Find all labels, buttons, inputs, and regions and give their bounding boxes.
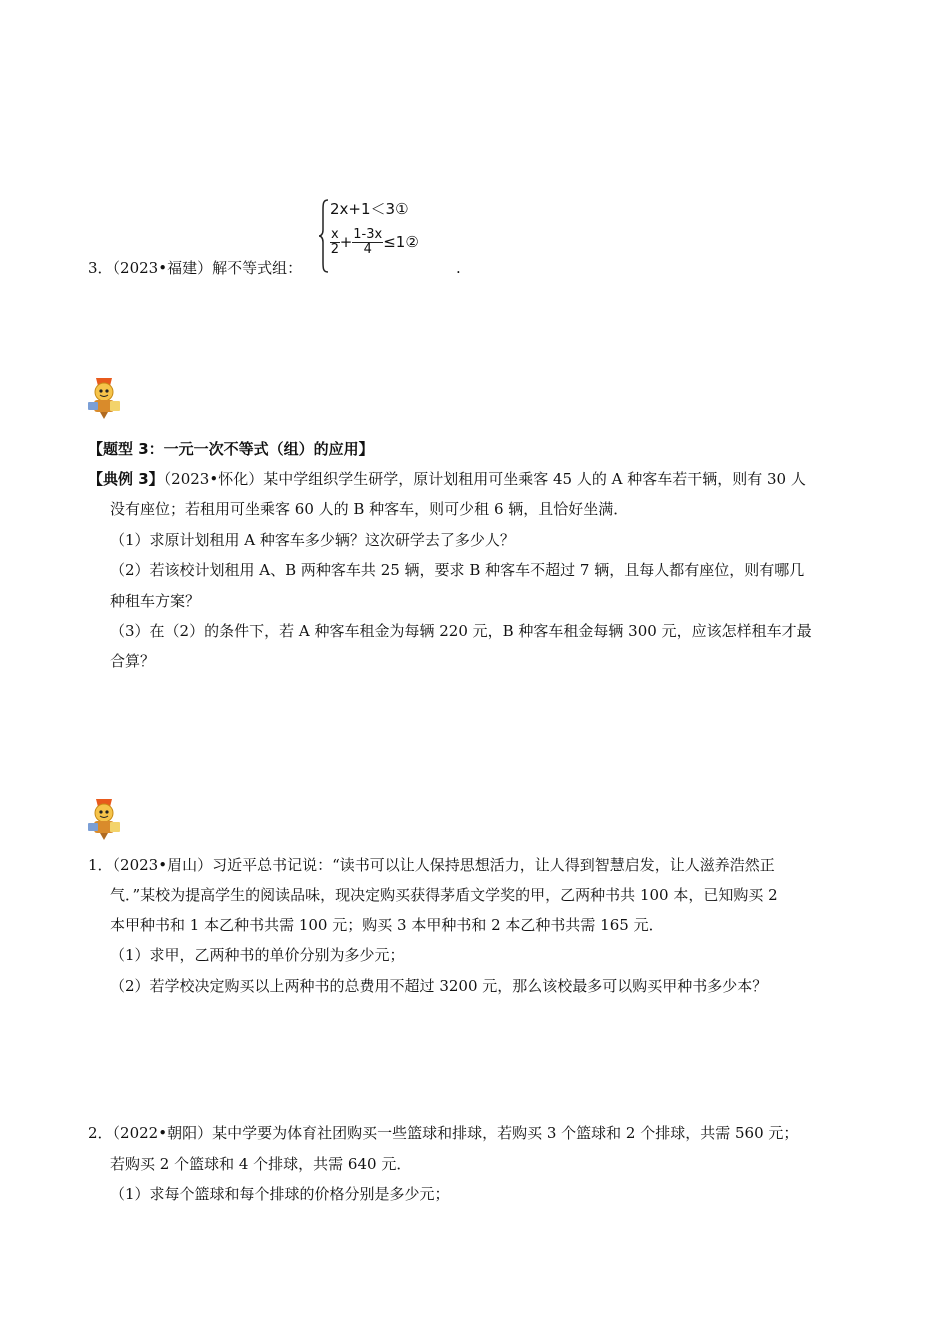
practice-2-sub-1: （1）求每个篮球和每个排球的价格分别是多少元； [110,1185,450,1203]
inequality-system [318,198,458,274]
fraction-x-over-2: $\frac{x}{2}$ [330,227,339,257]
example-line-1: 【典例 3】（2023•怀化）某中学组织学生研学，原计划租用可坐乘客 45 人的 A 种客车若干辆，则有 30 人 [88,470,806,488]
practice-1-sub-1: （1）求甲，乙两种书的单价分别为多少元； [110,946,405,964]
left-brace-icon [318,198,330,274]
inequality-1: 2x+1＜3① [330,200,409,218]
example-sub-3: （3）在（2）的条件下，若 A 种客车租金为每辆 220 元，B 种客车租金每辆 300 元，应该怎样租车才最 [110,622,812,640]
example-line-2: 没有座位；若租用可坐乘客 60 人的 B 种客车，则可少租 6 辆，且恰好坐满． [110,500,629,518]
q3-source: （2023•福建） [112,259,213,277]
inequality-2: $\frac{x}{2}$ + $\frac{1-3x}{4}$ ≤1② [330,227,419,257]
practice-1-sub-2: （2）若学校决定购买以上两种书的总费用不超过 3200 元，那么该校最多可以购买甲种书多少本？ [110,977,768,995]
practice-1-line-3: 本甲种书和 1 本乙种书共需 100 元；购买 3 本甲种书和 2 本乙种书共需 165 元． [110,916,664,934]
example-sub-2-cont: 种租车方案？ [110,592,201,610]
example-source: （2023•怀化） [163,470,264,488]
example-tag: 【典例 3】 [88,470,164,488]
q3-line [88,258,302,278]
example-sub-1: （1）求原计划租用 A 种客车多少辆？这次研学去了多少人？ [110,531,515,549]
practice-2-line-1: 2．（2022•朝阳）某中学要为体育社团购买一些篮球和排球，若购买 3 个篮球和 2 个排球，共需 560 元； [88,1124,799,1142]
section-heading: 【题型 3：一元一次不等式（组）的应用】 [88,440,374,458]
example-sub-2: （2）若该校计划租用 A、B 两种客车共 25 辆，要求 B 种客车不超过 7 辆，且每人都有座位，则有哪几 [110,561,805,579]
pencil-mascot-icon [86,795,122,841]
pencil-mascot-icon [86,374,122,420]
fraction-1-3x-over-4: $\frac{1-3x}{4}$ [353,227,383,257]
q3-prompt: 解不等式组： [212,259,303,277]
practice-2-line-2: 若购买 2 个篮球和 4 个排球，共需 640 元． [110,1155,412,1173]
practice-1-line-2: 气．”某校为提高学生的阅读品味，现决定购买获得茅盾文学奖的甲，乙两种书共 100 本，已知购买 2 [110,886,778,904]
q3-number: 3． [88,259,113,277]
practice-1-line-1: 1．（2023•眉山）习近平总书记说：“读书可以让人保持思想活力，让人得到智慧启发，让人滋养浩然正 [88,856,775,874]
example-sub-3-cont: 合算？ [110,652,156,670]
q3-end: . [456,259,461,277]
